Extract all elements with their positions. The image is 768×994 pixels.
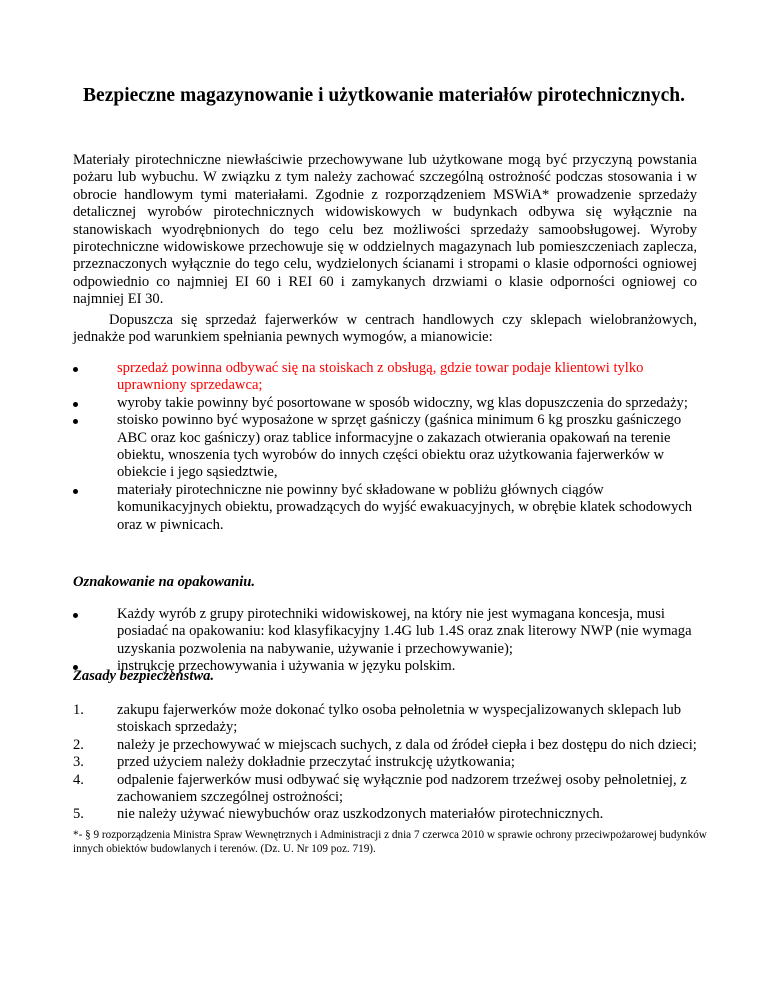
list-number: 5. xyxy=(73,806,84,823)
document-title: Bezpieczne magazynowanie i użytkowanie materiałów pirotechnicznych. xyxy=(83,85,685,106)
list-number: 1. xyxy=(73,702,84,718)
list-item-text: zakupu fajerwerków może dokonać tylko osoba pełnoletnia w wyspecjalizowanych sklepach lub stoiskach sprzedaży; xyxy=(117,702,682,736)
list-item-text: stoisko powinno być wyposażone w sprzęt gaśniczy (gaśnica minimum 6 kg proszku gaśniczego ABC oraz koc gaśniczy) oraz tablice informacyjne o zakazach otwierania opakowań na terenie obiektu, wnoszenia tych wyrobów do innych części obiektu oraz użytkowania fajerwerków w obiekcie i jego sąsiedztwie, xyxy=(117,412,682,481)
list-item xyxy=(73,754,697,771)
list-number: 4. xyxy=(73,771,84,788)
list-item-text: Każdy wyrób z grupy pirotechniki widowiskowej, na który nie jest wymagana koncesja, musi posiadać na opakowaniu: kod klasyfikacyjny 1.4G lub 1.4S oraz znak literowy NWP (nie wymaga uzyskania pozwolenia na nabywanie, używanie i przechowywanie); xyxy=(117,606,692,657)
list-item xyxy=(73,360,697,395)
list-item xyxy=(73,606,697,658)
list-item-text: odpalenie fajerwerków musi odbywać się wyłącznie pod nadzorem trzeźwej osoby pełnoletniej, z zachowaniem szczególnej ostrożności; xyxy=(117,771,687,806)
list-item xyxy=(73,395,697,412)
requirements-list xyxy=(73,360,697,534)
bullet-icon xyxy=(73,419,78,424)
list-item-text: instrukcję przechowywania i używania w języku polskim. xyxy=(117,658,456,675)
bullet-icon xyxy=(73,402,78,407)
safety-list xyxy=(73,702,697,824)
footnote: *- § 9 rozporządzenia Ministra Spraw Wewnętrznych i Administracji z dnia 7 czerwca 2010 w sprawie ochrony przeciwpożarowej budynków innych obiektów budowlanych i terenów. (Dz. U. Nr 109 poz. 719). xyxy=(73,829,707,855)
bullet-icon xyxy=(73,367,78,372)
list-item-text: przed użyciem należy dokładnie przeczytać instrukcję użytkowania; xyxy=(117,754,515,771)
sales-paragraph: Dopuszcza się sprzedaż fajerwerków w centrach handlowych czy sklepach wielobranżowych, jednakże pod warunkiem spełniania pewnych wymogów, a mianowicie: xyxy=(73,312,697,346)
labeling-heading: Oznakowanie na opakowaniu. xyxy=(73,574,256,590)
list-item xyxy=(73,412,697,482)
labeling-list xyxy=(73,606,697,676)
list-item-text: wyroby takie powinny być posortowane w sposób widoczny, wg klas dopuszczenia do sprzedaży; xyxy=(117,394,688,411)
list-item-text: materiały pirotechniczne nie powinny być składowane w pobliżu głównych ciągów komunikacyjnych obiektu, prowadzących do wyjść ewakuacyjnych, w obrębie klatek schodowych oraz w piwnicach. xyxy=(117,481,693,533)
bullet-icon xyxy=(73,489,78,494)
list-item-text: sprzedaż powinna odbywać się na stoiskach z obsługą, gdzie towar podaje klientowi tylko uprawniony sprzedawca; xyxy=(117,360,644,394)
list-item-text: nie należy używać niewybuchów oraz uszkodzonych materiałów pirotechnicznych. xyxy=(117,806,604,823)
bullet-icon xyxy=(73,613,78,618)
list-item xyxy=(73,806,697,823)
list-item xyxy=(73,482,697,534)
list-item-text: należy je przechowywać w miejscach suchych, z dala od źródeł ciepła i bez dostępu do nich dzieci; xyxy=(117,736,697,753)
list-number: 3. xyxy=(73,754,84,771)
list-item xyxy=(73,737,697,754)
intro-paragraph: Materiały pirotechniczne niewłaściwie przechowywane lub użytkowane mogą być przyczyną powstania pożaru lub wybuchu. W związku z tym należy zachować szczególną ostrożność podczas stosowania i w obrocie handlowym tymi materiałami. Zgodnie z rozporządzeniem MSWiA* prowadzenie sprzedaży detalicznej wyrobów pirotechnicznych widowiskowych w budynkach odbywa się wyłącznie na stanowiskach wyodrębnionych do tego celu bez możliwości sprzedaży samoobsługowej. Wyroby pirotechniczne widowiskowe przechowuje się w oddzielnych magazynach lub pomieszczeniach zaplecza, przeznaczonych wyłącznie do tego celu, wydzielonych ścianami i stropami o klasie odporności ogniowej odpowiednio co najmniej EI 60 i REI 60 i zamykanych drzwiami o klasie odporności ogniowej co najmniej EI 30. xyxy=(73,152,697,308)
list-item xyxy=(73,772,697,807)
list-item xyxy=(73,702,697,737)
list-number: 2. xyxy=(73,736,84,753)
safety-heading: Zasady bezpieczeństwa. xyxy=(73,668,215,684)
